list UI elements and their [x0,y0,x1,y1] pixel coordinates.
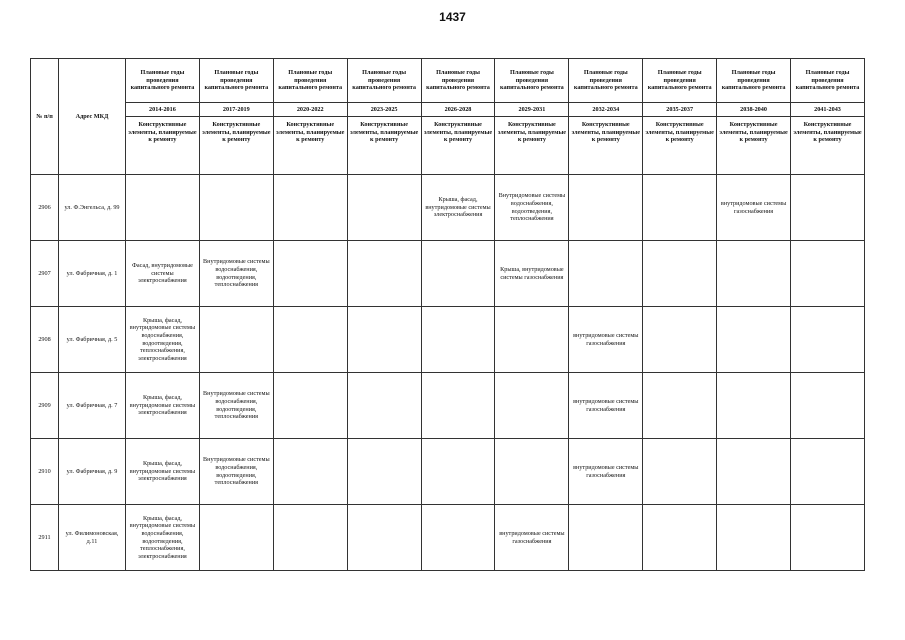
repair-elements-cell [126,175,200,241]
row-number: 2907 [31,241,59,307]
header-period-years: 2014-2016 [126,103,200,117]
repair-elements-cell [791,175,865,241]
repair-elements-cell [421,373,495,439]
header-period-years: 2041-2043 [791,103,865,117]
header-period-years: 2038-2040 [717,103,791,117]
repair-elements-cell: Крыша, фасад, внутридомовые системы водоснабжения, водоотведения, теплоснабжения, электроснабжения [126,505,200,571]
row-number: 2906 [31,175,59,241]
header-period-title: Плановые годы проведения капитального ремонта [791,59,865,103]
repair-elements-cell [643,505,717,571]
header-period-title: Плановые годы проведения капитального ремонта [717,59,791,103]
repair-elements-cell [717,439,791,505]
header-period-title: Плановые годы проведения капитального ремонта [199,59,273,103]
repair-elements-cell [717,307,791,373]
repair-elements-cell [199,175,273,241]
header-period-years: 2029-2031 [495,103,569,117]
header-period-elements: Конструктивные элементы, планируемые к ремонту [273,117,347,175]
row-number: 2908 [31,307,59,373]
repair-elements-cell [569,241,643,307]
row-address: ул. Фабричная, д. 5 [59,307,126,373]
header-period-title: Плановые годы проведения капитального ремонта [569,59,643,103]
repair-elements-cell: Крыша, внутридомовые системы газоснабжения [495,241,569,307]
repair-elements-cell: внутридомовые системы газоснабжения [569,307,643,373]
repair-elements-cell [421,439,495,505]
header-period-title: Плановые годы проведения капитального ремонта [421,59,495,103]
row-address: ул. Фабричная, д. 9 [59,439,126,505]
repair-elements-cell [421,241,495,307]
repair-elements-cell [273,505,347,571]
repair-elements-cell [347,307,421,373]
header-period-years: 2023-2025 [347,103,421,117]
row-address: ул. Фабричная, д. 1 [59,241,126,307]
header-period-title: Плановые годы проведения капитального ремонта [126,59,200,103]
header-period-years: 2026-2028 [421,103,495,117]
repair-elements-cell: Крыша, фасад, внутридомовые системы электроснабжения [421,175,495,241]
repair-elements-cell: Внутридомовые системы водоснабжения, водоотведения, теплоснабжения [199,373,273,439]
repair-elements-cell [791,241,865,307]
table-row [31,175,865,241]
repair-elements-cell [273,439,347,505]
repair-elements-cell [569,505,643,571]
repair-elements-cell [791,373,865,439]
header-period-elements: Конструктивные элементы, планируемые к ремонту [495,117,569,175]
page-number: 1437 [439,10,466,24]
repair-elements-cell: Внутридомовые системы водоснабжения, водоотведения, теплоснабжения [495,175,569,241]
repair-elements-cell [347,241,421,307]
repair-elements-cell [273,241,347,307]
repair-elements-cell [347,373,421,439]
repair-elements-cell: Крыша, фасад, внутридомовые системы водоснабжения, водоотведения, теплоснабжения, электроснабжения [126,307,200,373]
header-period-elements: Конструктивные элементы, планируемые к ремонту [791,117,865,175]
repair-elements-cell [347,439,421,505]
header-period-years: 2020-2022 [273,103,347,117]
repair-elements-cell [347,505,421,571]
repair-elements-cell [421,307,495,373]
repair-elements-cell [495,373,569,439]
repair-elements-cell [643,175,717,241]
table-row [31,439,865,505]
repair-elements-cell: Крыша, фасад, внутридомовые системы электроснабжения [126,373,200,439]
row-number: 2910 [31,439,59,505]
repair-elements-cell [495,439,569,505]
header-period-years: 2032-2034 [569,103,643,117]
header-period-elements: Конструктивные элементы, планируемые к ремонту [717,117,791,175]
repair-elements-cell: Фасад, внутридомовые системы электроснабжения [126,241,200,307]
header-period-elements: Конструктивные элементы, планируемые к ремонту [421,117,495,175]
repair-elements-cell [199,505,273,571]
repair-elements-cell: внутридомовые системы газоснабжения [717,175,791,241]
row-address: ул. Филимоновская, д.11 [59,505,126,571]
repair-elements-cell: Внутридомовые системы водоснабжения, водоотведения, теплоснабжения [199,439,273,505]
repair-elements-cell: внутридомовые системы газоснабжения [569,373,643,439]
header-num: № п/п [31,59,59,175]
repair-elements-cell [717,241,791,307]
repair-elements-cell [791,307,865,373]
repair-elements-cell [273,307,347,373]
capital-repair-table [30,58,865,571]
header-period-title: Плановые годы проведения капитального ремонта [273,59,347,103]
repair-elements-cell [347,175,421,241]
header-period-title: Плановые годы проведения капитального ремонта [643,59,717,103]
repair-elements-cell: Внутридомовые системы водоснабжения, водоотведения, теплоснабжения [199,241,273,307]
table-row [31,241,865,307]
repair-elements-cell [717,505,791,571]
header-period-elements: Конструктивные элементы, планируемые к ремонту [569,117,643,175]
table-row [31,307,865,373]
row-address: ул. Фабричная, д. 7 [59,373,126,439]
repair-elements-cell [199,307,273,373]
header-period-elements: Конструктивные элементы, планируемые к ремонту [347,117,421,175]
header-period-elements: Конструктивные элементы, планируемые к ремонту [643,117,717,175]
repair-elements-cell [643,439,717,505]
repair-elements-cell [643,373,717,439]
repair-elements-cell [421,505,495,571]
header-period-years: 2017-2019 [199,103,273,117]
repair-elements-cell [643,241,717,307]
repair-elements-cell [791,439,865,505]
repair-elements-cell [495,307,569,373]
table-row [31,373,865,439]
repair-elements-cell [717,373,791,439]
header-address: Адрес МКД [59,59,126,175]
repair-elements-cell: внутридомовые системы газоснабжения [569,439,643,505]
row-number: 2911 [31,505,59,571]
header-period-title: Плановые годы проведения капитального ремонта [347,59,421,103]
table-row [31,505,865,571]
header-period-title: Плановые годы проведения капитального ремонта [495,59,569,103]
repair-elements-cell: Крыша, фасад, внутридомовые системы электроснабжения [126,439,200,505]
repair-elements-cell [273,373,347,439]
header-period-elements: Конструктивные элементы, планируемые к ремонту [199,117,273,175]
table-body [31,175,865,571]
repair-elements-cell [273,175,347,241]
header-period-elements: Конструктивные элементы, планируемые к ремонту [126,117,200,175]
repair-elements-cell [643,307,717,373]
row-address: ул. Ф.Энгельса, д. 99 [59,175,126,241]
row-number: 2909 [31,373,59,439]
header-period-years: 2035-2037 [643,103,717,117]
repair-elements-cell [569,175,643,241]
repair-elements-cell [791,505,865,571]
repair-elements-cell: внутридомовые системы газоснабжения [495,505,569,571]
table-header [31,59,865,175]
